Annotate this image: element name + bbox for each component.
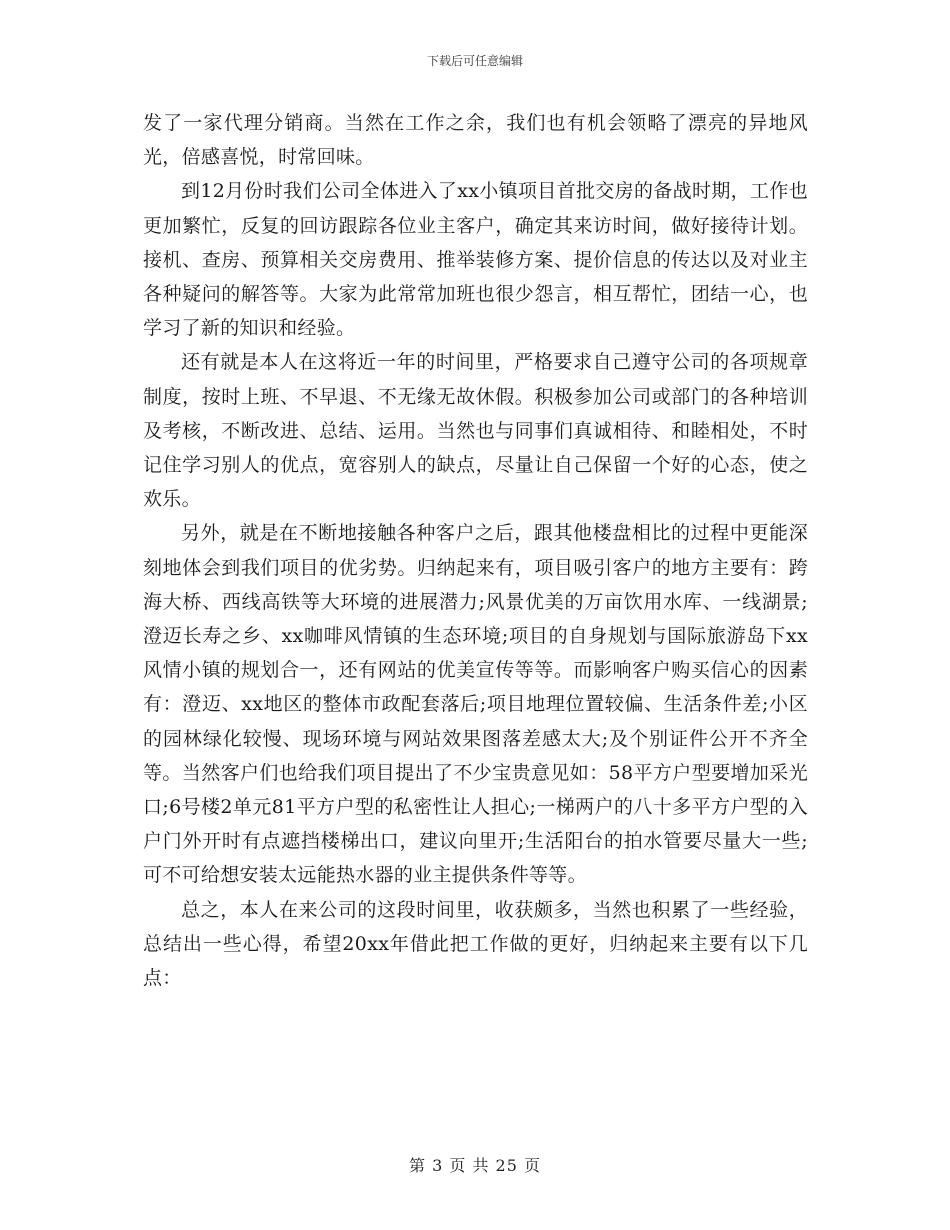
paragraph-summary: 总之，本人在来公司的这段时间里，收获颇多，当然也积累了一些经验，总结出一些心得，希望20xx年借此把工作做的更好，归纳起来主要有以下几点： bbox=[143, 898, 808, 990]
paragraph-project-analysis: 另外，就是在不断地接触各种客户之后，跟其他楼盘相比的过程中更能深刻地体会到我们项目的优劣势。归纳起来有，项目吸引客户的地方主要有：跨海大桥、西线高铁等大环境的进展潜力;风景优美的万亩饮用水库、一线湖景;澄迈长寿之乡、xx咖啡风情镇的生态环境;项目的自身规划与国际旅游岛下xx风情小镇的规划合一，还有网站的优美宣传等等。而影响客户购买信心的因素有：澄迈、xx地区的整体市政配套落后;项目地理位置较偏、生活条件差;小区的园林绿化较慢、现场环境与网站效果图落差感太大;及个别证件公开不齐全等。当然客户们也给我们项目提出了不少宝贵意见如：58平方户型要增加采光口;6号楼2单元81平方户型的私密性让人担心;一梯两户的八十多平方户型的入户门外开时有点遮挡楼梯出口，建议向里开;生活阳台的拍水管要尽量大一些;可不可给想安装太远能热水器的业主提供条件等等。 bbox=[143, 522, 808, 887]
page-number-footer: 第 3 页 共 25 页 bbox=[409, 1156, 541, 1175]
paragraph-discipline: 还有就是本人在这将近一年的时间里，严格要求自己遵守公司的各项规章制度，按时上班、不早退、不无缘无故休假。积极参加公司或部门的各种培训及考核，不断改进、总结、运用。当然也与同事们真诚相待、和睦相处，不时记住学习别人的优点，宽容别人的缺点，尽量让自己保留一个好的心态，使之欢乐。 bbox=[143, 351, 808, 511]
document-body bbox=[143, 106, 808, 995]
paragraph-delivery-preparation: 到12月份时我们公司全体进入了xx小镇项目首批交房的备战时期，工作也更加繁忙，反复的回访跟踪各位业主客户，确定其来访时间，做好接待计划。接机、查房、预算相关交房费用、推举装修方案、提价信息的传达以及对业主各种疑问的解答等。大家为此常常加班也很少怨言，相互帮忙，团结一心，也学习了新的知识和经验。 bbox=[143, 180, 808, 340]
paragraph-continuation: 发了一家代理分销商。当然在工作之余，我们也有机会领略了漂亮的异地风光，倍感喜悦，时常回味。 bbox=[143, 112, 808, 169]
page-header: 下载后可任意编辑 bbox=[426, 54, 523, 68]
